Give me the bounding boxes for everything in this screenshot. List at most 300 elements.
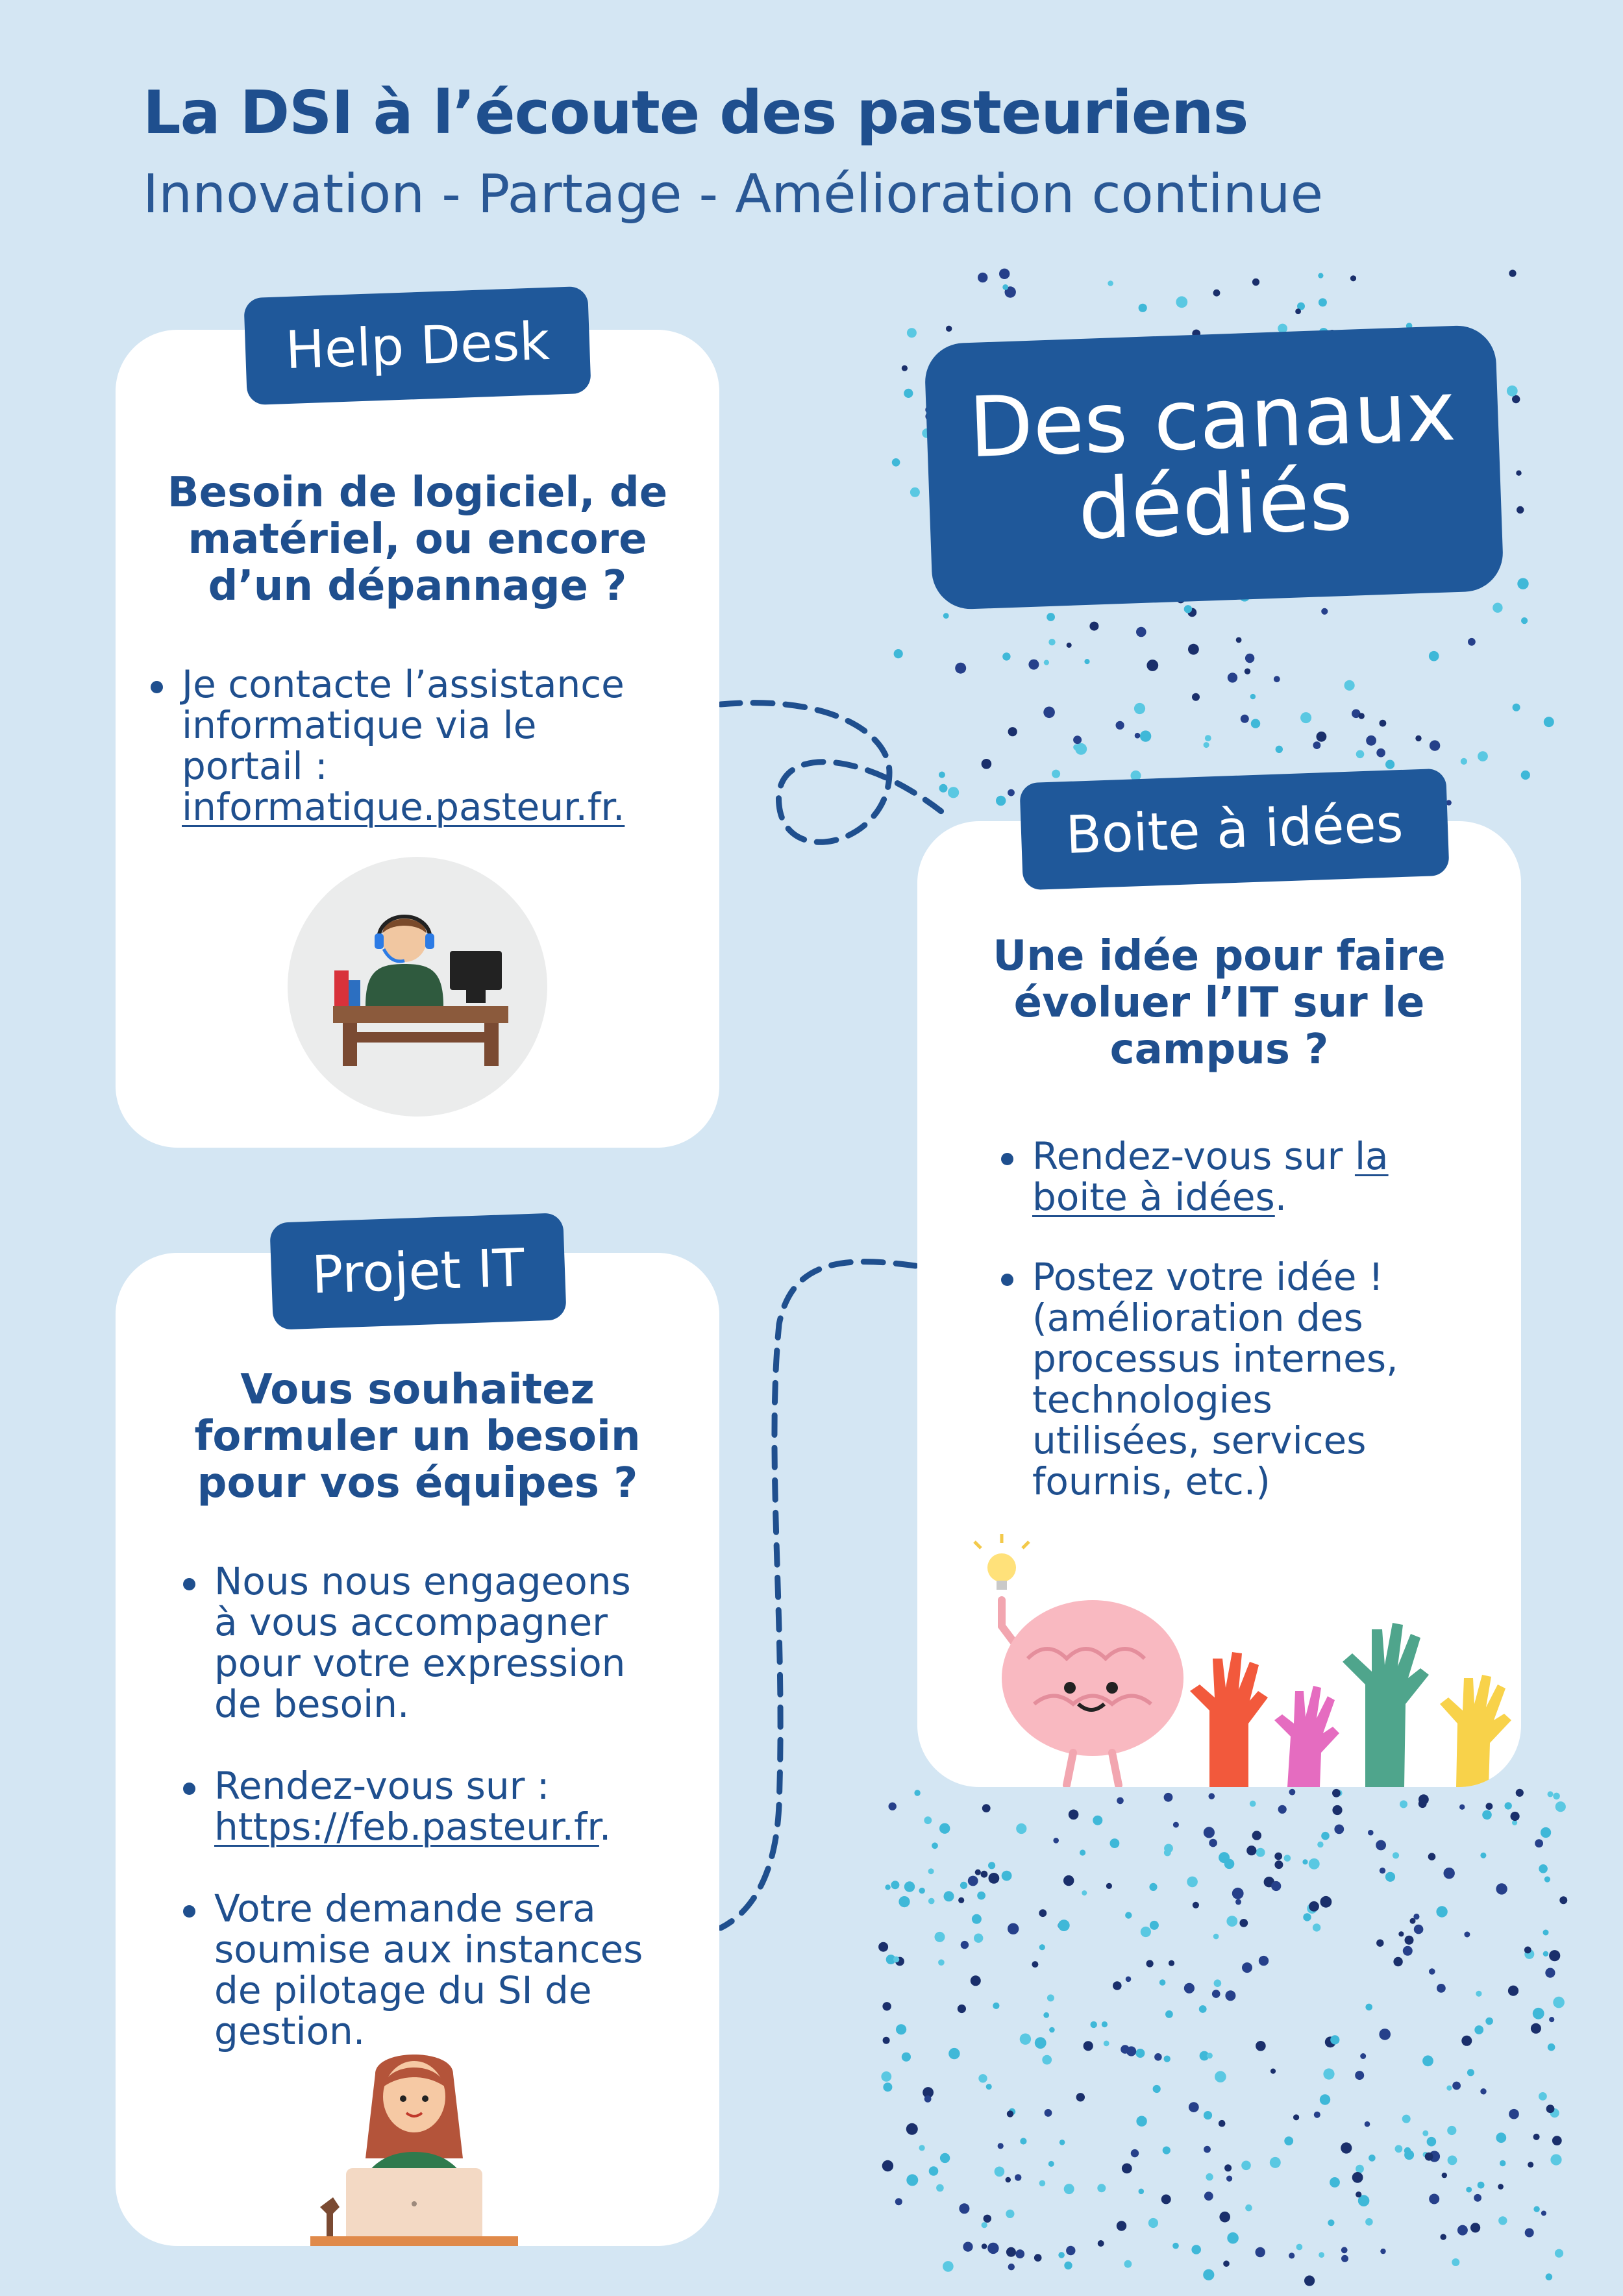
decor-dot: [1355, 2071, 1364, 2080]
decor-dot: [1313, 1923, 1320, 1931]
decor-dot: [1442, 2173, 1447, 2178]
decor-dot: [1498, 2216, 1507, 2225]
decor-dot: [984, 2215, 991, 2223]
decor-dot: [1073, 744, 1079, 750]
decor-dot: [1415, 735, 1421, 741]
decor-dot: [987, 2243, 998, 2254]
decor-dot: [1545, 1968, 1555, 1978]
decor-dot: [1241, 2161, 1251, 2171]
decor-dot: [1368, 1830, 1374, 1836]
decor-dot: [1410, 1918, 1416, 1924]
decor-dot: [1241, 715, 1249, 723]
decor-dot: [993, 2003, 999, 2009]
decor-dot: [1317, 1842, 1323, 1847]
decor-dot: [1321, 608, 1328, 615]
decor-dot: [1008, 1923, 1019, 1934]
decor-dot: [1219, 2212, 1230, 2223]
decor-dot: [1215, 2071, 1226, 2082]
decor-dot: [996, 796, 1006, 806]
decor-dot: [1191, 2245, 1201, 2254]
decor-dot: [1544, 717, 1554, 727]
decor-dot: [1550, 2154, 1561, 2166]
decor-dot: [959, 2203, 969, 2214]
decor-dot: [1002, 652, 1010, 660]
projet-bullets: [180, 1561, 706, 2052]
decor-dot: [1549, 1950, 1560, 1961]
decor-dot: [1164, 1849, 1171, 1857]
decor-dot: [1459, 1805, 1465, 1810]
decor-dot: [1117, 2221, 1126, 2230]
decor-dot: [898, 1896, 910, 1907]
decor-dot: [986, 2084, 992, 2090]
decor-dot: [1480, 1853, 1486, 1858]
decor-dot: [1213, 290, 1220, 297]
decor-dot: [1350, 275, 1356, 281]
decor-dot: [1232, 1888, 1244, 1899]
decor-dot: [1250, 1801, 1256, 1807]
decor-dot: [1116, 721, 1124, 730]
bullet-line: technologies: [1032, 1377, 1272, 1422]
decor-dot: [1117, 1797, 1124, 1805]
decor-dot: [1224, 1859, 1235, 1870]
decor-dot: [1422, 2055, 1433, 2066]
decor-dot: [998, 2143, 1004, 2149]
decor-dot: [1485, 2018, 1493, 2025]
decor-dot: [1482, 1810, 1492, 1820]
helpdesk-bullets: [148, 664, 706, 828]
decor-dot: [895, 2198, 902, 2205]
decor-dot: [1405, 1936, 1414, 1945]
decor-dot: [1493, 603, 1502, 613]
decor-dot: [1309, 1858, 1320, 1870]
decor-dot: [1053, 1838, 1059, 1844]
decor-dot: [1313, 741, 1321, 749]
decor-dot: [1089, 622, 1098, 631]
decor-dot: [1548, 1791, 1554, 1797]
decor-dot: [1422, 2130, 1428, 2136]
decor-dot: [940, 2153, 950, 2163]
decor-dot: [1304, 2275, 1315, 2286]
decor-dot: [1365, 2004, 1372, 2011]
decor-dot: [1015, 2174, 1021, 2180]
decor-dot: [1533, 2008, 1544, 2019]
decor-dot: [1252, 1831, 1261, 1840]
decor-dot: [1184, 605, 1192, 613]
list-item: [998, 1136, 1505, 1218]
decor-dot: [1251, 719, 1260, 728]
decor-dot: [999, 269, 1010, 279]
decor-dot: [1379, 2029, 1391, 2040]
decor-dot: [1080, 1849, 1085, 1855]
bullet-line: informatique via le: [182, 703, 537, 747]
decor-dot: [1543, 1951, 1548, 1957]
decor-dot: [1332, 1789, 1341, 1797]
decor-dot: [883, 2082, 892, 2092]
decor-dot: [1076, 2093, 1085, 2101]
decor-dot: [1039, 1909, 1047, 1917]
decor-dot: [1447, 2126, 1456, 2135]
decor-dot: [892, 458, 900, 467]
helpdesk-card: [116, 330, 719, 1148]
decor-dot: [904, 1881, 915, 1892]
bullet-line: (amélioration des: [1032, 1296, 1363, 1340]
decor-dot: [902, 2053, 911, 2062]
decor-dot: [1429, 651, 1439, 661]
bullet-line: gestion.: [214, 2009, 365, 2053]
decor-dot: [1048, 2161, 1054, 2167]
bullet-line: Je contacte l’assistance: [182, 662, 625, 706]
bullet-line: [1032, 1136, 1505, 1177]
decor-dot: [1369, 2154, 1376, 2162]
decor-dot: [1544, 1877, 1550, 1882]
decor-dot: [1064, 2262, 1072, 2269]
decor-dot: [1436, 1906, 1447, 1917]
decor-dot: [1214, 1979, 1222, 1987]
decor-dot: [1192, 693, 1200, 701]
decor-dot: [1552, 2136, 1562, 2145]
decor-dot: [1173, 1822, 1179, 1828]
decor-dot: [885, 1884, 890, 1890]
decor-dot: [1437, 1984, 1446, 1993]
decor-dot: [1419, 1794, 1429, 1805]
decor-dot: [1498, 2184, 1504, 2190]
list-item: [148, 664, 706, 828]
decor-dot: [893, 1957, 899, 1962]
decor-dot: [1252, 278, 1259, 286]
decor-dot: [1242, 1962, 1252, 1973]
decor-dot: [1184, 1983, 1195, 1994]
decor-dot: [1468, 638, 1476, 646]
decor-dot: [961, 1941, 969, 1949]
decor-dot: [1236, 637, 1242, 643]
decor-dot: [1464, 1932, 1470, 1938]
decor-dot: [1302, 1859, 1307, 1864]
decor-dot: [1546, 2273, 1553, 2280]
decor-dot: [1153, 2085, 1161, 2093]
decor-dot: [1209, 1839, 1217, 1847]
decor-dot: [936, 2184, 944, 2192]
question-line: Besoin de logiciel, de: [167, 469, 668, 517]
decor-dot: [977, 1892, 985, 1900]
ideas-box-link[interactable]: boite à idées: [1032, 1175, 1275, 1219]
bullet-text: .: [599, 1805, 612, 1849]
decor-dot: [1356, 750, 1365, 759]
decor-dot: [1516, 1789, 1524, 1797]
decor-dot: [1395, 2145, 1403, 2153]
list-item: [180, 1888, 706, 2052]
decor-dot: [978, 2074, 987, 2082]
bullet-text: Rendez-vous sur: [1032, 1134, 1355, 1178]
decor-dot: [938, 1959, 945, 1966]
decor-dot: [919, 2145, 925, 2151]
bullet-line: processus internes,: [1032, 1337, 1398, 1381]
bullet-line: Nous nous engageons: [214, 1559, 631, 1603]
decor-dot: [1516, 471, 1521, 476]
decor-dot: [1134, 703, 1145, 714]
decor-dot: [1042, 2055, 1052, 2065]
decor-dot: [1199, 2005, 1207, 2013]
decor-dot: [1259, 1956, 1269, 1966]
decor-dot: [882, 2160, 893, 2171]
decor-dot: [1274, 676, 1280, 682]
decor-dot: [1126, 2046, 1136, 2056]
decor-dot: [1546, 2105, 1555, 2113]
decor-dot: [1124, 2260, 1132, 2268]
decor-dot: [1006, 2177, 1011, 2182]
question-line: formuler un besoin: [194, 1413, 641, 1461]
bullet-text: .: [1274, 1175, 1287, 1219]
decor-dot: [1309, 1901, 1319, 1912]
decor-dot: [1295, 308, 1301, 314]
decor-dot: [1245, 654, 1254, 663]
decor-dot: [963, 2242, 973, 2252]
feb-portal-link[interactable]: https://feb.pasteur.fr: [214, 1805, 599, 1849]
decor-dot: [1380, 720, 1387, 727]
decor-dot: [1228, 673, 1237, 682]
bullet-line: [214, 1807, 706, 1847]
list-item: [180, 1766, 706, 1847]
decor-dot: [1164, 2056, 1171, 2062]
decor-dot: [1524, 1947, 1531, 1954]
decor-dot: [1239, 1919, 1248, 1927]
decor-dot: [1161, 2195, 1171, 2204]
decor-dot: [1376, 1940, 1383, 1947]
decor-dot: [1385, 760, 1394, 769]
decor-dot: [1393, 1957, 1402, 1966]
decor-dot: [1507, 386, 1518, 397]
decor-dot: [1549, 2017, 1554, 2022]
decor-dot: [1204, 2191, 1213, 2201]
decor-dot: [1330, 2177, 1340, 2188]
decor-dot: [1274, 1853, 1282, 1860]
decor-dot: [1539, 1864, 1548, 1873]
decor-dot: [1052, 770, 1060, 778]
bullet-line: [1032, 1177, 1505, 1218]
decor-dot: [1403, 1946, 1413, 1956]
decor-dot: [1385, 1872, 1395, 1882]
decor-dot: [1402, 2115, 1411, 2123]
decor-dot: [1270, 2069, 1276, 2074]
decor-dot: [1404, 2147, 1411, 2154]
decor-dot: [1206, 2173, 1213, 2180]
decor-dot: [1461, 758, 1467, 765]
decor-dot: [1284, 2136, 1293, 2145]
decor-dot: [1226, 1916, 1237, 1927]
decor-dot: [958, 1897, 964, 1903]
decor-dot: [1102, 2021, 1108, 2027]
decor-dot: [1318, 273, 1323, 278]
decor-dot: [1047, 1994, 1054, 2001]
decor-dot: [1219, 2120, 1226, 2127]
decor-dot: [1448, 2156, 1457, 2166]
decor-dot: [1303, 1913, 1311, 1921]
decor-dot: [1091, 2021, 1097, 2028]
decor-dot: [1246, 1845, 1256, 1855]
connector-ideas-projet: [721, 1262, 915, 1928]
decor-dot: [1002, 284, 1008, 290]
decor-dot: [1474, 2194, 1481, 2202]
decor-dot: [1150, 1921, 1159, 1930]
hero-line: dédiés: [1076, 452, 1354, 559]
decor-dot: [914, 1790, 920, 1796]
decor-dot: [1393, 1852, 1399, 1858]
bullet-line: utilisées, services: [1032, 1418, 1367, 1463]
bullet-line: Rendez-vous sur :: [214, 1764, 550, 1808]
decor-dot: [1531, 2023, 1541, 2034]
decor-dot: [1047, 613, 1055, 621]
decor-dot: [1452, 2258, 1459, 2266]
decor-dot: [1319, 2252, 1324, 2258]
decor-dot: [1446, 2086, 1452, 2091]
decor-dot: [919, 1888, 925, 1894]
decor-dot: [1330, 2035, 1339, 2044]
decor-dot: [1400, 1800, 1407, 1808]
decor-dot: [1189, 2102, 1199, 2112]
decor-dot: [1525, 2228, 1534, 2238]
decor-dot: [1398, 1931, 1404, 1936]
decor-dot: [989, 1873, 1000, 1884]
bullet-line: pour votre expression: [214, 1641, 626, 1685]
decor-dot: [1028, 660, 1039, 670]
decor-dot: [1427, 2137, 1437, 2147]
decor-dot: [1245, 669, 1250, 674]
ideas-box-link[interactable]: la: [1354, 1134, 1389, 1178]
ideas-bullets: [998, 1136, 1505, 1502]
decor-dot: [891, 1881, 899, 1889]
decor-dot: [1193, 1902, 1199, 1908]
decor-dot: [1149, 1883, 1157, 1891]
decor-dot: [924, 2095, 932, 2103]
decor-dot: [1278, 1805, 1287, 1814]
ideas-label: Boite à idées: [1019, 769, 1449, 891]
decor-dot: [1414, 1925, 1424, 1934]
decor-dot: [1188, 644, 1199, 655]
decor-dot: [1008, 2264, 1015, 2270]
decor-dot: [1270, 2157, 1281, 2168]
decor-dot: [1113, 1981, 1122, 1990]
decor-dot: [1039, 2180, 1046, 2187]
decor-dot: [1020, 2138, 1026, 2144]
decor-dot: [1165, 2010, 1173, 2018]
decor-dot: [1008, 789, 1015, 796]
decor-dot: [1360, 2053, 1366, 2059]
decor-dot: [882, 2002, 891, 2010]
decor-dot: [881, 2071, 891, 2082]
decor-dot: [1289, 1789, 1296, 1796]
decor-dot: [1513, 704, 1520, 711]
decor-dot: [1555, 1801, 1566, 1812]
decor-dot: [1204, 2146, 1211, 2153]
helpdesk-portal-link[interactable]: informatique.pasteur.fr.: [182, 785, 625, 829]
decor-dot: [1467, 2069, 1474, 2076]
decor-dot: [902, 365, 908, 371]
decor-dot: [1032, 1961, 1038, 1968]
decor-dot: [1466, 2187, 1472, 2193]
decor-dot: [1289, 2253, 1295, 2258]
decor-dot: [1452, 2082, 1461, 2090]
decor-dot: [975, 1870, 981, 1875]
decor-dot: [1224, 2164, 1232, 2171]
decor-dot: [907, 328, 917, 338]
decor-dot: [1341, 2142, 1352, 2153]
decor-dot: [1125, 1912, 1132, 1918]
decor-dot: [995, 2167, 1005, 2177]
decor-dot: [1314, 2112, 1320, 2118]
decor-dot: [946, 326, 952, 332]
decor-dot: [1533, 2206, 1539, 2212]
decor-dot: [1064, 2184, 1074, 2194]
decor-dot: [1543, 1930, 1549, 1936]
decor-dot: [878, 1942, 888, 1952]
decor-dot: [932, 1842, 938, 1849]
decor-dot: [1365, 2121, 1370, 2127]
dashed-connectors: [721, 703, 941, 1928]
decor-dot: [1321, 1832, 1330, 1840]
decor-dot: [971, 1975, 981, 1986]
question-line: évoluer l’IT sur le: [1013, 979, 1425, 1027]
decor-dot: [1020, 2034, 1031, 2045]
decor-dot: [1066, 2246, 1075, 2255]
ideas-question: [943, 933, 1495, 1073]
decor-dot: [1002, 1871, 1012, 1881]
decor-dot: [1148, 2218, 1158, 2228]
decor-dot: [1344, 680, 1355, 691]
raised-hands-icon: [1177, 1613, 1521, 1787]
decor-dot: [1035, 2037, 1047, 2049]
decor-dot: [939, 1823, 950, 1834]
decor-dot: [906, 2174, 918, 2186]
decor-dot: [982, 2222, 987, 2228]
decor-dot: [1486, 1803, 1493, 1810]
decor-dot: [1457, 2225, 1468, 2236]
decor-dot: [1136, 627, 1146, 637]
decor-dot: [1084, 2041, 1093, 2051]
decor-dot: [1058, 2252, 1065, 2258]
decor-dot: [1204, 2111, 1212, 2119]
decor-dot: [1159, 1979, 1166, 1986]
decor-dot: [1082, 1890, 1087, 1895]
decor-dot: [939, 784, 948, 793]
decor-dot: [1376, 748, 1385, 758]
decor-dot: [883, 2037, 890, 2044]
decor-dot: [1509, 2109, 1519, 2119]
decor-dot: [928, 1868, 934, 1874]
decor-dot: [1512, 395, 1520, 403]
decor-dot: [1356, 2191, 1361, 2197]
decor-dot: [982, 759, 992, 769]
decor-dot: [929, 2166, 939, 2176]
projet-it-card: [116, 1253, 719, 2246]
decor-dot: [1223, 2260, 1230, 2267]
decor-dot: [968, 1876, 978, 1886]
decor-dot: [1126, 1977, 1132, 1982]
decor-dot: [1139, 304, 1147, 312]
decor-dot: [1559, 1896, 1567, 1904]
decor-dot: [1016, 1823, 1026, 1834]
hero-line: Des canaux: [967, 363, 1457, 477]
decor-dot: [1528, 2162, 1533, 2167]
decor-dot: [1425, 2153, 1433, 2161]
decor-dot: [1429, 2194, 1439, 2204]
decor-dot: [1110, 1838, 1120, 1848]
decor-dot: [894, 649, 903, 658]
decor-dot: [1317, 732, 1327, 742]
decor-dot: [974, 1934, 983, 1943]
decor-dot: [948, 787, 959, 798]
decor-dot: [1511, 1812, 1520, 1821]
decor-dot: [1366, 735, 1376, 746]
decor-dot: [1539, 2092, 1547, 2101]
